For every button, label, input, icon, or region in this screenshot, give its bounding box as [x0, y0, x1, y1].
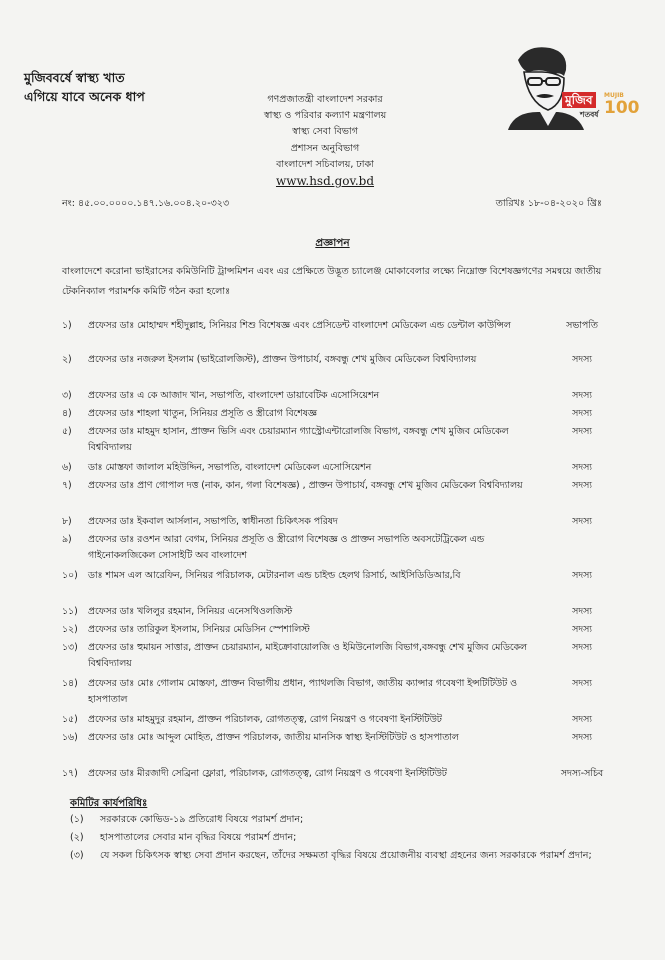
member-role: সদস্য	[572, 606, 592, 617]
slogan-line-1: মুজিববর্ষে স্বাস্থ্য খাত	[24, 70, 125, 85]
member-number: ১৭)	[62, 768, 78, 779]
member-role: সদস্য	[572, 480, 592, 491]
logo-mujib-en: MUJIB	[604, 92, 624, 99]
website-link[interactable]: www.hsd.gov.bd	[275, 174, 375, 189]
notice-title	[0, 236, 665, 253]
memo-date: তারিখঃ ১৮-০৪-২০২০ খ্রিঃ	[495, 198, 602, 209]
member-number: ৯)	[62, 534, 72, 545]
member-number: ৫)	[62, 426, 72, 437]
member-name: প্রফেসর ডাঃ মাহমুদুর রহমান, প্রাক্তন পরিচালক, রোগতত্ত্ব, রোগ নিয়ন্ত্রণ ও গবেষণা ইনস্টিটিউট	[88, 714, 442, 725]
slogan-line-2: এগিয়ে যাবে অনেক ধাপ	[24, 89, 145, 104]
tor-text: হাসপাতালের সেবার মান বৃদ্ধির বিষয়ে পরামর্শ প্রদান;	[100, 832, 297, 843]
header-line-3: স্বাস্থ্য সেবা বিভাগ	[292, 126, 358, 138]
tor-number: (৩)	[70, 850, 84, 861]
logo-wordmark	[562, 92, 640, 126]
member-name: প্রফেসর ডাঃ মোঃ গোলাম মোস্তফা, প্রাক্তন বিভাগীয় প্রধান, প্যাথলজি বিভাগ, জাতীয় ক্যান্সার গবেষণা ইন্সটিটিউট ও হাসপাতাল	[88, 678, 518, 705]
member-role: সদস্য	[572, 570, 592, 581]
tor-number: (১)	[70, 814, 84, 825]
member-number: ১০)	[62, 570, 78, 581]
header-line-5: বাংলাদেশ সচিবালয়, ঢাকা	[276, 158, 374, 170]
member-name: ডাঃ শামস এল আরেফিন, সিনিয়র পরিচালক, মেটারনাল এন্ড চাইল্ড হেলথ রিসার্চ, আইসিডিডিআর,বি	[88, 570, 461, 581]
member-role: সভাপতি	[566, 320, 598, 331]
notice-title-text: প্রজ্ঞাপন	[315, 237, 350, 249]
terms-of-reference-title: কমিটির কার্যপরিধিঃ	[70, 798, 148, 809]
member-role: সদস্য-সচিব	[560, 768, 604, 779]
slogan	[24, 68, 145, 106]
member-name: প্রফেসর ডাঃ মীরজাদী সেব্রিনা ফ্লোরা, পরিচালক, রোগতত্ত্ব, রোগ নিয়ন্ত্রণ ও গবেষণা ইনস্টিটিউট	[88, 768, 447, 779]
member-name: প্রফেসর ডাঃ প্রাণ গোপাল দত্ত (নাক, কান, গলা বিশেষজ্ঞ) , প্রাক্তন উপাচার্য, বঙ্গবন্ধু শেখ মুজিব মেডিকেল বিশ্ববিদ্যালয়	[88, 480, 523, 491]
member-number: ৩)	[62, 390, 72, 401]
member-name: প্রফেসর ডাঃ হুমায়ন সাত্তার, প্রাক্তন চেয়ারম্যান, মাইক্রোবায়োলজি ও ইমিউনোলজি বিভাগ,বঙ্গবন্ধু শেখ মুজিব মেডিকেল বিশ্ববিদ্যালয়	[88, 642, 527, 669]
member-name: প্রফেসর ডাঃ এ কে আজাদ খান, সভাপতি, বাংলাদেশ ডায়াবেটিক এসোসিয়েশন	[88, 390, 380, 401]
member-role: সদস্য	[572, 408, 592, 419]
header-line-2: স্বাস্থ্য ও পরিবার কল্যাণ মন্ত্রণালয়	[263, 110, 387, 122]
memo-number: নং: ৪৫.০০.০০০০.১৪৭.১৬.০০৪.২০-৩২৩	[62, 198, 230, 209]
member-name: প্রফেসর ডাঃ খলিলুর রহমান, সিনিয়র এনেসথিওলজিস্ট	[88, 606, 293, 617]
member-number: ১৫)	[62, 714, 78, 725]
member-number: ১৩)	[62, 642, 78, 653]
member-number: ১২)	[62, 624, 78, 635]
member-name: প্রফেসর ডাঃ ইকবাল আর্সলান, সভাপতি, স্বাধীনতা চিকিৎসক পরিষদ	[88, 516, 338, 527]
member-role: সদস্য	[572, 354, 592, 365]
member-role: সদস্য	[572, 732, 592, 743]
government-header	[200, 92, 450, 189]
intro-paragraph: বাংলাদেশে করোনা ভাইরাসের কমিউনিটি ট্রান্সমিশন এবং এর প্রেক্ষিতে উদ্ভূত চ্যালেঞ্জ মোকাবেলার লক্ষ্যে নিম্নোক্ত বিশেষজ্ঞগণের সমন্বয়ে জাতীয় টেকনিক্যাল পরামর্শক কমিটি গঠন করা হলোঃ	[62, 266, 602, 297]
member-role: সদস্য	[572, 462, 592, 473]
member-role: সদস্য	[572, 714, 592, 725]
member-number: ৮)	[62, 516, 72, 527]
member-number: ১১)	[62, 606, 78, 617]
member-name: প্রফেসর ডাঃ মোহাম্মদ শহীদুল্লাহ, সিনিয়র শিশু বিশেষজ্ঞ এবং প্রেসিডেন্ট বাংলাদেশ মেডিকেল এন্ড ডেন্টাল কাউন্সিল	[88, 320, 511, 331]
member-name: প্রফেসর ডাঃ তারিকুল ইসলাম, সিনিয়র মেডিসিন স্পেশালিস্ট	[88, 624, 310, 635]
tor-text: সরকারকে কোভিড-১৯ প্রতিরোধ বিষয়ে পরামর্শ প্রদান;	[100, 814, 304, 825]
logo-borsho-text: শতবর্ষ	[580, 110, 599, 119]
member-number: ১৪)	[62, 678, 78, 689]
member-name: প্রফেসর ডাঃ রওশন আরা বেগম, সিনিয়র প্রসূতি ও স্ত্রীরোগ বিশেষজ্ঞ ও প্রাক্তন সভাপতি অবসটেট্রিকেল এন্ড গাইনোকলজিকেল সোসাইটি অব বাংলাদেশ	[88, 534, 485, 561]
member-role: সদস্য	[572, 516, 592, 527]
member-role: সদস্য	[572, 426, 592, 437]
logo-mujib-text: মুজিব	[562, 92, 596, 108]
member-name: প্রফেসর ডাঃ মোঃ আব্দুল মোহিত, প্রাক্তন পরিচালক, জাতীয় মানসিক স্বাস্থ্য ইনস্টিটিউট ও হাসপাতাল	[88, 732, 459, 743]
member-number: ১)	[62, 320, 72, 331]
header-line-4: প্রশাসন অনুবিভাগ	[290, 142, 360, 154]
member-name: প্রফেসর ডাঃ মাহমুদ হাসান, প্রাক্তন ভিসি এবং চেয়ারম্যান গ্যাস্ট্রোএন্টারোলজি বিভাগ, বঙ্গবন্ধু শেখ মুজিব মেডিকেল বিশ্ববিদ্যালয়	[88, 426, 509, 453]
header-line-1: গণপ্রজাতন্ত্রী বাংলাদেশ সরকার	[267, 94, 383, 105]
member-number: ২)	[62, 354, 72, 365]
member-name: প্রফেসর ডাঃ শাহলা খাতুন, সিনিয়র প্রসূতি ও স্ত্রীরোগ বিশেষজ্ঞ	[88, 408, 317, 419]
logo-100: 100	[604, 98, 640, 118]
member-role: সদস্য	[572, 624, 592, 635]
member-number: ১৬)	[62, 732, 78, 743]
member-number: ৪)	[62, 408, 72, 419]
member-role: সদস্য	[572, 642, 592, 653]
mujib-borsho-logo	[498, 42, 640, 130]
member-name: ডাঃ মোস্তফা জালাল মহিউদ্দিন, সভাপতি, বাংলাদেশ মেডিকেল এসোসিয়েশন	[88, 462, 372, 473]
member-number: ৭)	[62, 480, 72, 491]
tor-number: (২)	[70, 832, 84, 843]
member-number: ৬)	[62, 462, 72, 473]
member-role: সদস্য	[572, 390, 592, 401]
member-name: প্রফেসর ডাঃ নজরুল ইসলাম (ভাইরোলজিস্ট), প্রাক্তন উপাচার্য, বঙ্গবন্ধু শেখ মুজিব মেডিকেল বিশ্ববিদ্যালয়	[88, 354, 477, 365]
member-role: সদস্য	[572, 678, 592, 689]
tor-text: যে সকল চিকিৎসক স্বাস্থ্য সেবা প্রদান করছেন, তাঁদের সক্ষমতা বৃদ্ধির বিষয়ে প্রয়োজনীয় ব্যবস্থা গ্রহনের জন্য সরকারকে পরামর্শ প্রদান;	[100, 850, 592, 861]
